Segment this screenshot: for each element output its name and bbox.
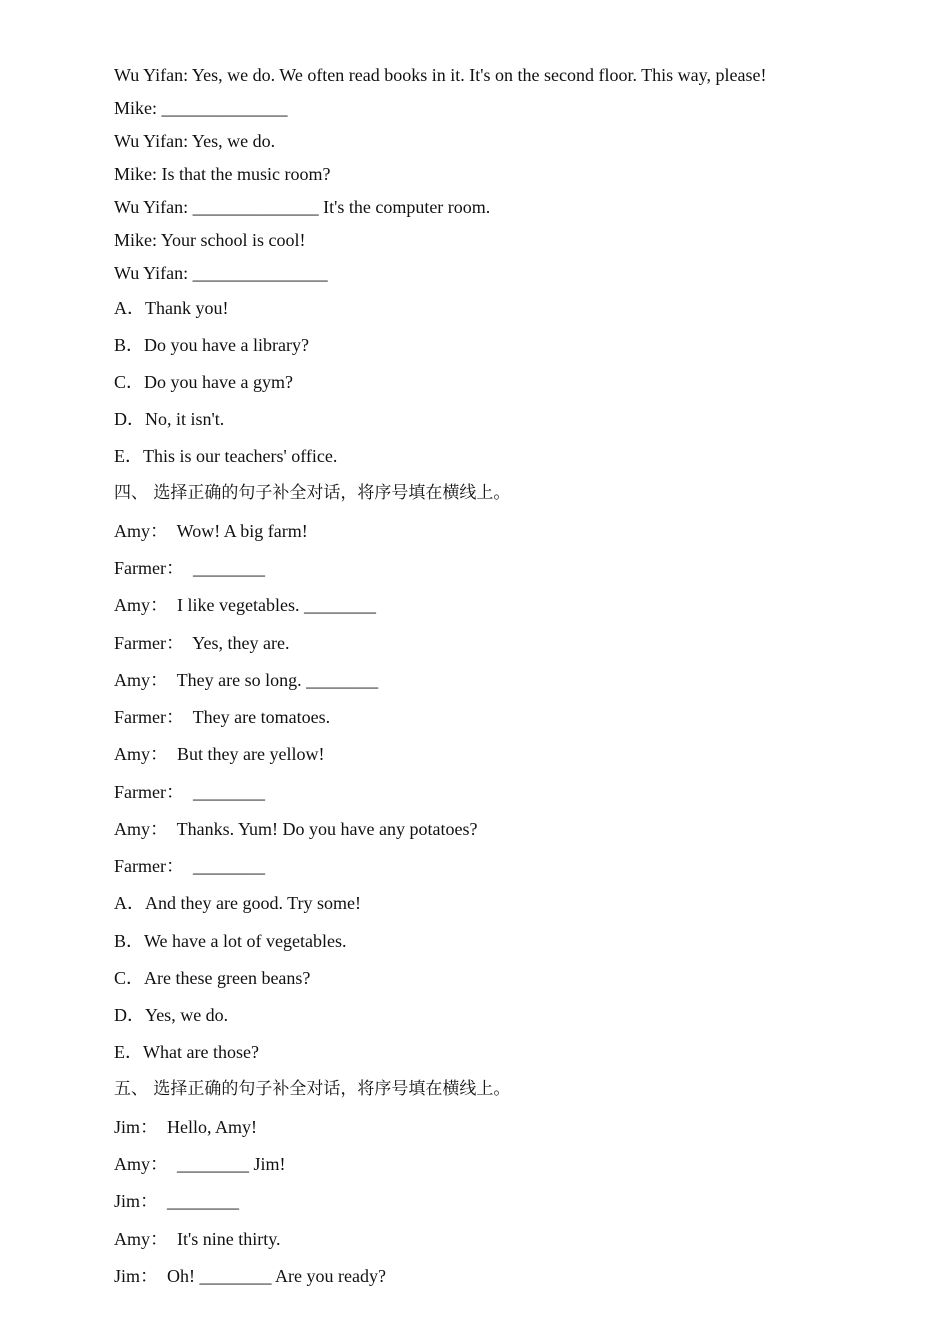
dialogue-line: Farmer： ________ [114, 782, 265, 802]
dialogue-line: Jim： ________ [114, 1191, 240, 1211]
dialogue-line: Jim： Oh! ________ Are you ready? [114, 1266, 386, 1286]
option-item: D．No, it isn't. [114, 409, 225, 429]
dialogue-line: Amy： Thanks. Yum! Do you have any potatoes? [114, 819, 478, 839]
dialogue-line: Amy： I like vegetables. ________ [114, 595, 376, 615]
section-heading: 四、 选择正确的句子补全对话，将序号填在横线上。 [114, 483, 511, 503]
dialogue-line: Wu Yifan: ______________ It's the computer room. [114, 197, 491, 217]
option-item: C．Are these green beans? [114, 968, 311, 988]
section-heading: 五、 选择正确的句子补全对话，将序号填在横线上。 [114, 1079, 511, 1099]
dialogue-line: Mike: ______________ [114, 98, 288, 118]
dialogue-line: Farmer： Yes, they are. [114, 633, 290, 653]
dialogue-line: Amy： Wow! A big farm! [114, 521, 308, 541]
dialogue-line: Amy： It's nine thirty. [114, 1229, 281, 1249]
dialogue-line: Farmer： ________ [114, 856, 265, 876]
dialogue-line: Wu Yifan: Yes, we do. We often read books in it. It's on the second floor. This way, please! [114, 65, 767, 85]
dialogue-line: Amy： ________ Jim! [114, 1154, 286, 1174]
option-item: A．Thank you! [114, 298, 229, 318]
dialogue-line: Mike: Your school is cool! [114, 230, 306, 250]
dialogue-line: Wu Yifan: _______________ [114, 263, 328, 283]
option-item: A．And they are good. Try some! [114, 893, 361, 913]
option-item: E．This is our teachers' office. [114, 446, 338, 466]
dialogue-line: Farmer： ________ [114, 558, 265, 578]
option-item: E．What are those? [114, 1042, 259, 1062]
dialogue-line: Jim： Hello, Amy! [114, 1117, 257, 1137]
option-item: B．We have a lot of vegetables. [114, 931, 347, 951]
dialogue-line: Amy： But they are yellow! [114, 744, 325, 764]
dialogue-line: Wu Yifan: Yes, we do. [114, 131, 276, 151]
dialogue-line: Farmer： They are tomatoes. [114, 707, 331, 727]
dialogue-line: Mike: Is that the music room? [114, 164, 331, 184]
option-item: D．Yes, we do. [114, 1005, 229, 1025]
option-item: C．Do you have a gym? [114, 372, 293, 392]
option-item: B．Do you have a library? [114, 335, 309, 355]
dialogue-line: Amy： They are so long. ________ [114, 670, 379, 690]
